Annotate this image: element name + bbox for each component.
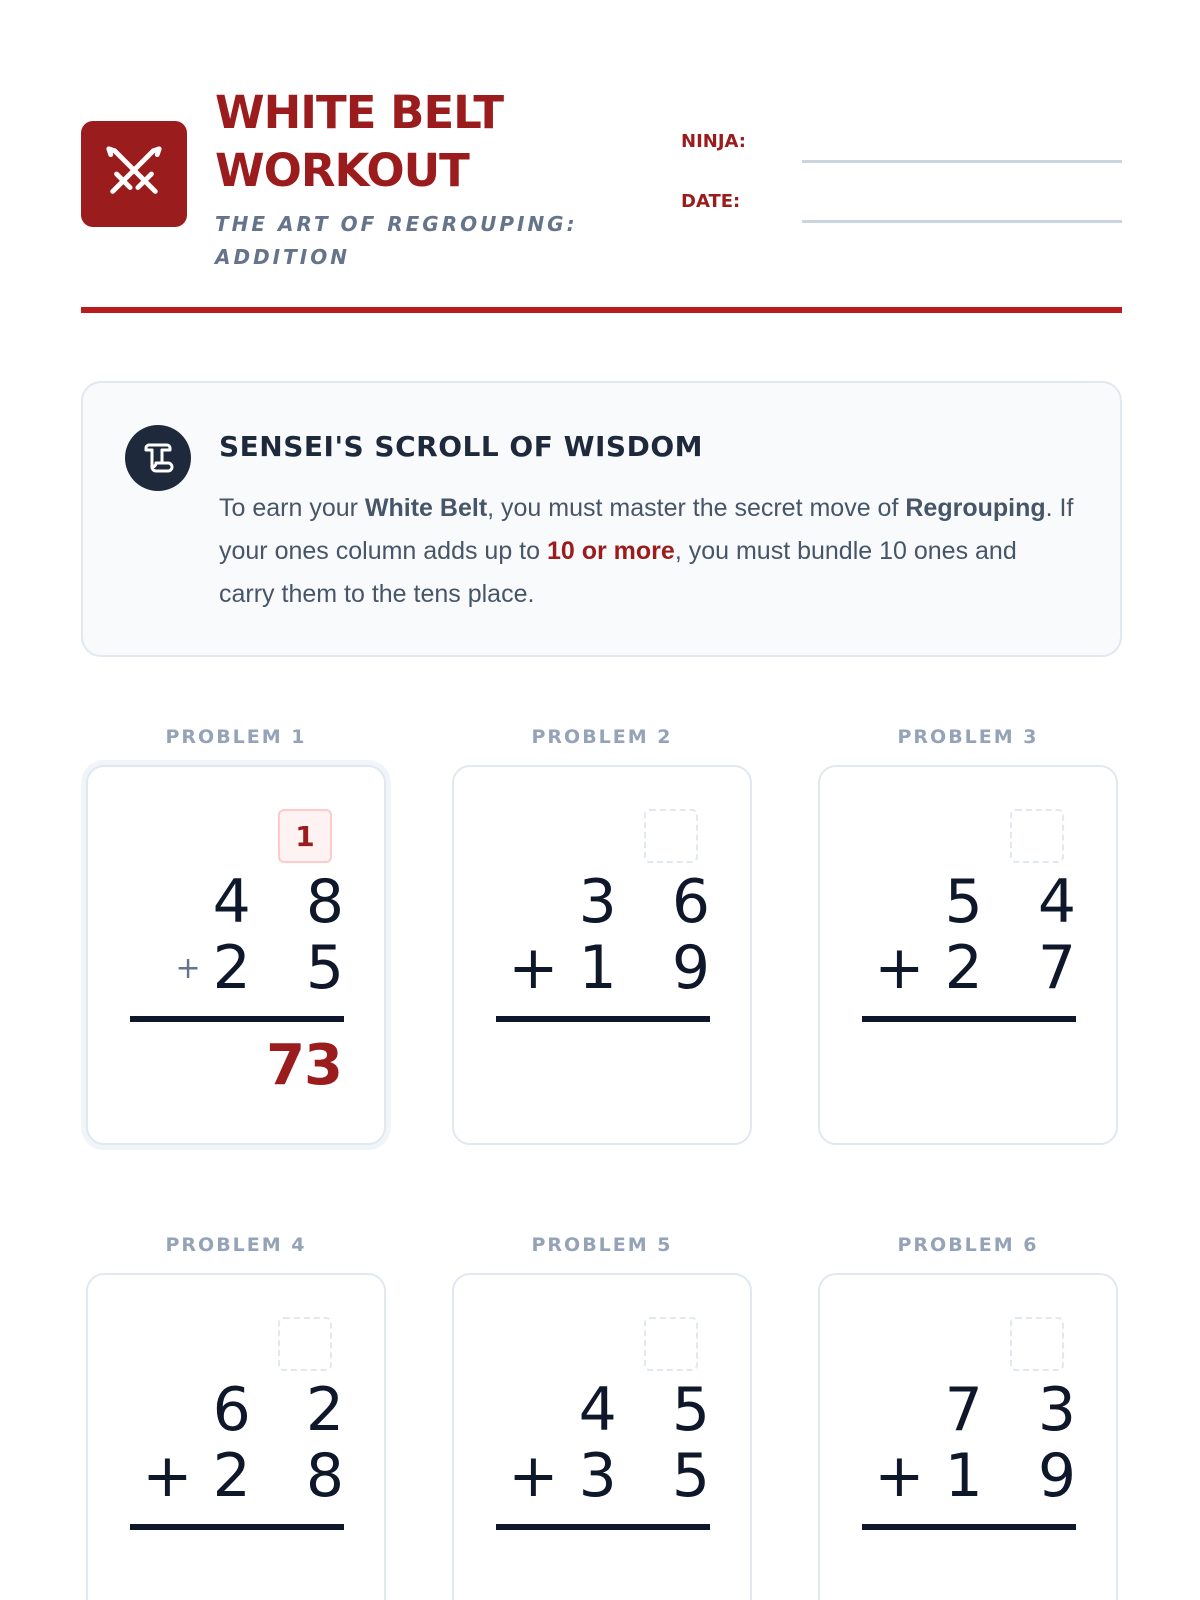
sum-line bbox=[862, 1524, 1076, 1530]
problem-box bbox=[818, 765, 1118, 1145]
top-number: 7 3 bbox=[944, 1375, 1094, 1445]
plus-sign: + bbox=[142, 1441, 193, 1511]
header-title-block bbox=[215, 84, 635, 274]
emphasis-ten-or-more: 10 or more bbox=[546, 537, 675, 565]
sum-line bbox=[130, 1524, 344, 1530]
page-subtitle: THE ART OF REGROUPING: ADDITION bbox=[215, 212, 578, 269]
carry-box[interactable] bbox=[644, 809, 698, 863]
page-title: WHITE BELT WORKOUT bbox=[215, 86, 504, 197]
problem-card bbox=[818, 1234, 1118, 1511]
crossed-swords-icon bbox=[103, 143, 165, 205]
bottom-number: + 2 8 bbox=[142, 1441, 362, 1511]
problem-label: PROBLEM 6 bbox=[897, 1234, 1039, 1256]
bottom-number: + 2 7 bbox=[874, 933, 1094, 1003]
problem-label: PROBLEM 1 bbox=[165, 726, 307, 748]
problem-box bbox=[452, 765, 752, 1145]
bottom-number: + 1 9 bbox=[508, 933, 728, 1003]
problem-box bbox=[818, 1273, 1118, 1600]
problem-box bbox=[86, 1273, 386, 1600]
plus-sign: + bbox=[508, 1441, 559, 1511]
carry-box[interactable] bbox=[1010, 809, 1064, 863]
problem-label: PROBLEM 5 bbox=[531, 1234, 673, 1256]
top-number: 3 6 bbox=[578, 867, 728, 937]
problem-card bbox=[86, 726, 386, 1098]
problem-label: PROBLEM 2 bbox=[531, 726, 673, 748]
carry-box[interactable] bbox=[644, 1317, 698, 1371]
example-card bbox=[86, 765, 386, 1145]
plus-sign: + bbox=[508, 933, 559, 1003]
ninja-name-field[interactable] bbox=[802, 160, 1122, 163]
carry-box: 1 bbox=[278, 809, 332, 863]
wisdom-text: To earn your White Belt, you must master the secret move of Regrouping. If your ones column adds up to 10 or more, you must bundle 10 ones and carry them to the tens place. bbox=[219, 494, 1074, 608]
problem-card bbox=[86, 1234, 386, 1511]
problem-label: PROBLEM 3 bbox=[897, 726, 1039, 748]
sum-line bbox=[496, 1524, 710, 1530]
bottom-number: + 3 5 bbox=[508, 1441, 728, 1511]
wisdom-title: SENSEI'S SCROLL OF WISDOM bbox=[219, 430, 703, 463]
carry-box[interactable] bbox=[1010, 1317, 1064, 1371]
problem-card bbox=[452, 726, 752, 1003]
problem-box bbox=[452, 1273, 752, 1600]
sum-line bbox=[496, 1016, 710, 1022]
ninja-label: NINJA: bbox=[681, 131, 746, 152]
problem-card bbox=[818, 726, 1118, 1003]
plus-sign: + bbox=[175, 951, 201, 986]
problem-card bbox=[452, 1234, 752, 1511]
plus-sign: + bbox=[874, 1441, 925, 1511]
header-divider bbox=[81, 307, 1122, 313]
top-number: 5 4 bbox=[944, 867, 1094, 937]
bottom-number: + 1 9 bbox=[874, 1441, 1094, 1511]
logo-badge bbox=[81, 121, 187, 227]
plus-sign: + bbox=[874, 933, 925, 1003]
date-field[interactable] bbox=[802, 220, 1122, 223]
emphasis-white-belt: White Belt bbox=[364, 494, 488, 522]
sum-line bbox=[130, 1016, 344, 1022]
date-label: DATE: bbox=[681, 191, 741, 212]
answer: 73 bbox=[266, 1033, 342, 1098]
problem-label: PROBLEM 4 bbox=[165, 1234, 307, 1256]
wisdom-panel bbox=[81, 381, 1122, 657]
bottom-number: + 2 5 bbox=[175, 933, 362, 1003]
top-number: 4 5 bbox=[578, 1375, 728, 1445]
top-number: 6 2 bbox=[212, 1375, 362, 1445]
sum-line bbox=[862, 1016, 1076, 1022]
emphasis-regrouping: Regrouping bbox=[905, 494, 1046, 522]
top-number: 4 8 bbox=[212, 867, 362, 937]
carry-box[interactable] bbox=[278, 1317, 332, 1371]
scroll-badge bbox=[125, 425, 191, 491]
scroll-icon bbox=[140, 440, 176, 476]
